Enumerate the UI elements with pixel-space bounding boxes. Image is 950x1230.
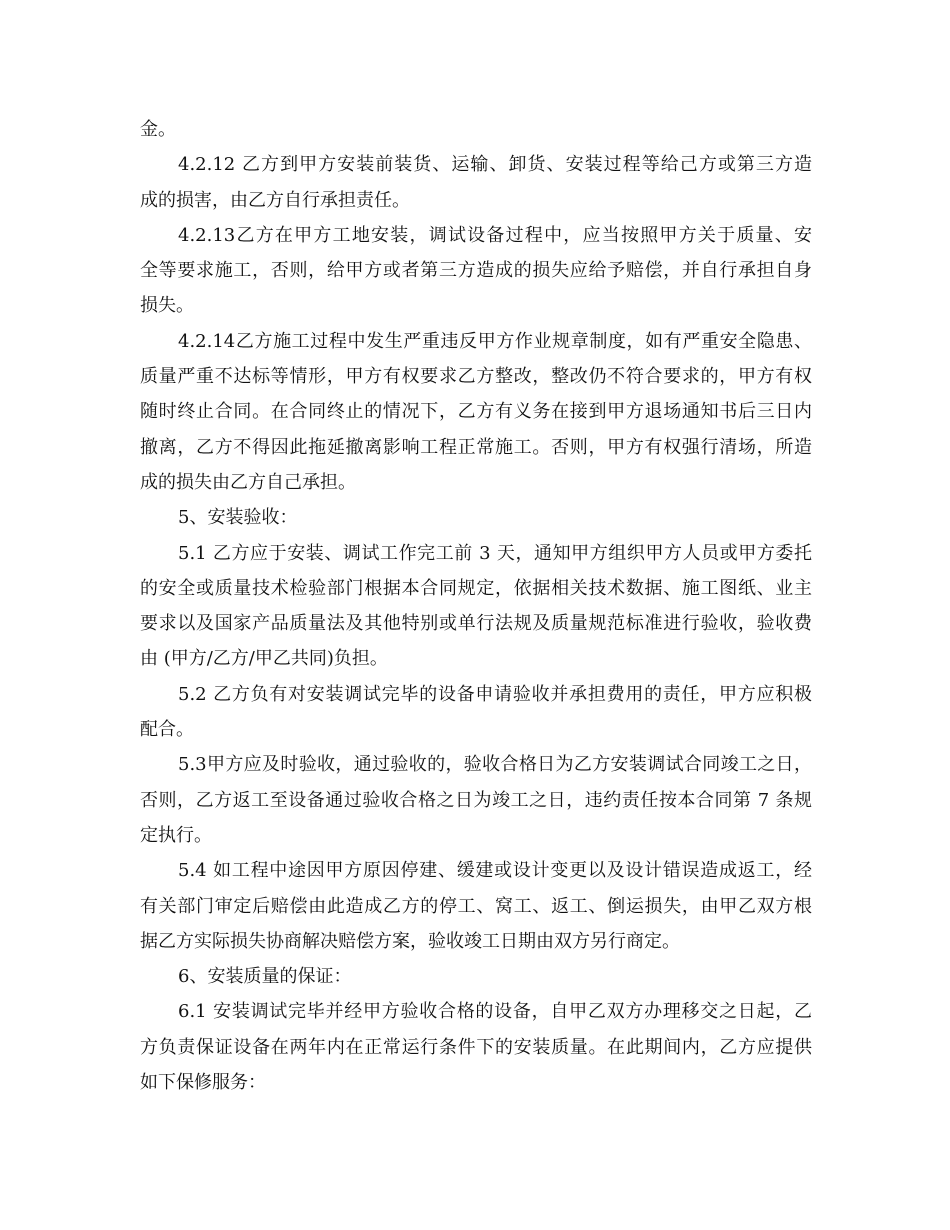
text-line: 成的损害，由乙方自行承担责任。 (140, 189, 410, 211)
paragraph-continuation (140, 112, 812, 147)
text-line: 撤离，乙方不得因此拖延撤离影响工程正常施工。否则，甲方有权强行清场，所造 (140, 436, 812, 458)
text-line: 随时终止合同。在合同终止的情况下，乙方有义务在接到甲方退场通知书后三日内 (140, 401, 812, 423)
paragraph-4-2-12 (140, 147, 812, 218)
section-heading-5 (140, 500, 812, 535)
text-line: 质量严重不达标等情形，甲方有权要求乙方整改，整改仍不符合要求的，甲方有权 (140, 366, 812, 388)
paragraph-5-4 (140, 853, 812, 959)
text-line: 4.2.12 乙方到甲方安装前装货、运输、卸货、安装过程等给己方或第三方造 (178, 154, 812, 176)
text-line: 6.1 安装调试完毕并经甲方验收合格的设备，自甲乙双方办理移交之日起，乙 (178, 1001, 812, 1023)
paragraph-5-2 (140, 677, 812, 748)
section-heading: 5、安装验收： (178, 507, 298, 529)
text-line: 方负责保证设备在两年内在正常运行条件下的安装质量。在此期间内，乙方应提供 (140, 1036, 812, 1058)
document-body (140, 112, 812, 1100)
text-line: 金。 (140, 119, 176, 140)
paragraph-4-2-14 (140, 324, 812, 500)
text-line: 配合。 (140, 719, 194, 741)
text-line: 损失。 (140, 295, 194, 317)
section-heading-6 (140, 959, 812, 994)
text-line: 5.3甲方应及时验收，通过验收的，验收合格日为乙方安装调试合同竣工之日， (178, 754, 812, 776)
text-line: 要求以及国家产品质量法及其他特别或单行法规及质量规范标准进行验收，验收费 (140, 613, 812, 635)
paragraph-5-3 (140, 747, 812, 853)
text-line: 据乙方实际损失协商解决赔偿方案，验收竣工日期由双方另行商定。 (140, 930, 680, 952)
text-line: 的安全或质量技术检验部门根据本合同规定，依据相关技术数据、施工图纸、业主 (140, 577, 812, 599)
text-line: 全等要求施工，否则，给甲方或者第三方造成的损失应给予赔偿，并自行承担自身 (140, 260, 812, 282)
paragraph-6-1 (140, 994, 812, 1100)
text-line: 4.2.14乙方施工过程中发生严重违反甲方作业规章制度，如有严重安全隐患、 (178, 330, 812, 352)
text-line: 5.2 乙方负有对安装调试完毕的设备申请验收并承担费用的责任，甲方应积极 (178, 683, 812, 705)
text-line: 成的损失由乙方自己承担。 (140, 471, 356, 493)
text-line: 定执行。 (140, 824, 212, 846)
text-line: 否则，乙方返工至设备通过验收合格之日为竣工之日，违约责任按本合同第 7 条规 (140, 789, 812, 811)
text-line: 4.2.13乙方在甲方工地安装，调试设备过程中，应当按照甲方关于质量、安 (178, 224, 812, 246)
text-line: 如下保修服务： (140, 1072, 266, 1094)
paragraph-5-1 (140, 536, 812, 677)
text-line: 由 (甲方/乙方/甲乙共同)负担。 (140, 648, 388, 670)
text-line: 5.4 如工程中途因甲方原因停建、缓建或设计变更以及设计错误造成返工，经 (178, 860, 812, 882)
paragraph-4-2-13 (140, 218, 812, 324)
section-heading: 6、安装质量的保证： (178, 966, 352, 988)
text-line: 5.1 乙方应于安装、调试工作完工前 3 天，通知甲方组织甲方人员或甲方委托 (178, 542, 812, 564)
text-line: 有关部门审定后赔偿由此造成乙方的停工、窝工、返工、倒运损失，由甲乙双方根 (140, 895, 812, 917)
